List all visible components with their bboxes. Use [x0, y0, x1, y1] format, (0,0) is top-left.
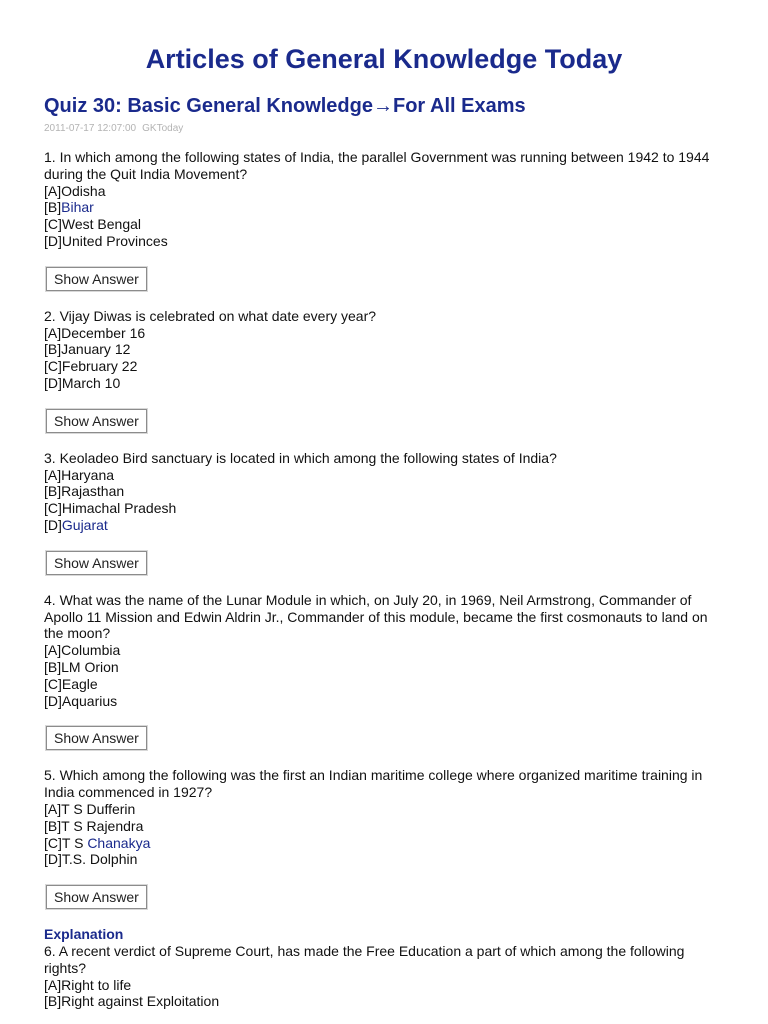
question-text: 6. A recent verdict of Supreme Court, has made the Free Education a part of which among the following rights? — [44, 942, 685, 976]
option-a: [A]Columbia — [44, 642, 121, 659]
option-a: [A]December 16 — [44, 324, 146, 341]
question-text: 5. Which among the following was the first an Indian maritime college where organized maritime training in India commenced in 1927? — [44, 767, 703, 801]
question-text: 1. In which among the following states of India, the parallel Government was running between 1942 to 1944 during the Quit India Movement? — [44, 149, 710, 182]
show-answer-button-4[interactable]: Show Answer — [46, 726, 147, 750]
site-title: Articles of General Knowledge Today — [145, 44, 623, 74]
show-answer-button-5[interactable]: Show Answer — [46, 885, 147, 909]
option-c: [C]Himachal Pradesh — [44, 500, 177, 517]
explanation-link[interactable]: Explanation — [44, 926, 124, 943]
option-a: [A]Odisha — [44, 182, 106, 199]
show-answer-button-1[interactable]: Show Answer — [46, 267, 147, 291]
option-link[interactable]: Gujarat — [61, 516, 108, 533]
post-author: GKToday — [142, 123, 184, 134]
option-d: [D]T.S. Dolphin — [44, 851, 138, 868]
option-c: [C]T S Chanakya — [44, 834, 151, 851]
question-6 — [44, 926, 724, 1010]
post-date: 2011-07-17 12:07:00 — [44, 123, 137, 134]
question-2 — [44, 308, 724, 450]
post-meta — [44, 122, 183, 135]
question-text: 4. What was the name of the Lunar Module in which, on July 20, in 1969, Neil Armstrong, Commander of Apollo 11 Mission and Edwin Aldrin Jr., Commander of this module, became the first cosmonauts to land on the moon? — [44, 591, 708, 642]
option-b: [B]LM Orion — [44, 658, 119, 675]
option-link[interactable]: Bihar — [61, 199, 94, 216]
option-a: [A]Haryana — [44, 466, 115, 483]
option-d: [D]United Provinces — [44, 232, 168, 249]
quiz-content — [44, 149, 724, 1010]
option-link[interactable]: Chanakya — [87, 834, 151, 851]
question-4 — [44, 592, 724, 768]
option-d: [D]March 10 — [44, 374, 121, 391]
question-5 — [44, 767, 724, 926]
option-b: [B]Rajasthan — [44, 483, 125, 500]
option-d: [D]Gujarat — [44, 516, 108, 533]
option-b: [B]January 12 — [44, 341, 131, 358]
option-a: [A]T S Dufferin — [44, 800, 136, 817]
question-text: 3. Keoladeo Bird sanctuary is located in which among the following states of India? — [44, 449, 557, 466]
option-c: [C]Eagle — [44, 675, 98, 692]
option-d: [D]Aquarius — [44, 692, 118, 709]
show-answer-button-2[interactable]: Show Answer — [46, 409, 147, 433]
post-title[interactable]: Quiz 30: Basic General Knowledge→For All Exams — [44, 95, 526, 117]
option-b: [B]Bihar — [44, 199, 94, 216]
option-c: [C]February 22 — [44, 358, 138, 375]
option-b: [B]Right against Exploitation — [44, 993, 220, 1010]
question-3 — [44, 450, 724, 592]
option-a: [A]Right to life — [44, 976, 132, 993]
show-answer-button-3[interactable]: Show Answer — [46, 551, 147, 575]
option-b: [B]T S Rajendra — [44, 817, 144, 834]
option-c: [C]West Bengal — [44, 216, 142, 233]
question-1 — [44, 149, 724, 308]
question-text: 2. Vijay Diwas is celebrated on what date every year? — [44, 307, 377, 324]
